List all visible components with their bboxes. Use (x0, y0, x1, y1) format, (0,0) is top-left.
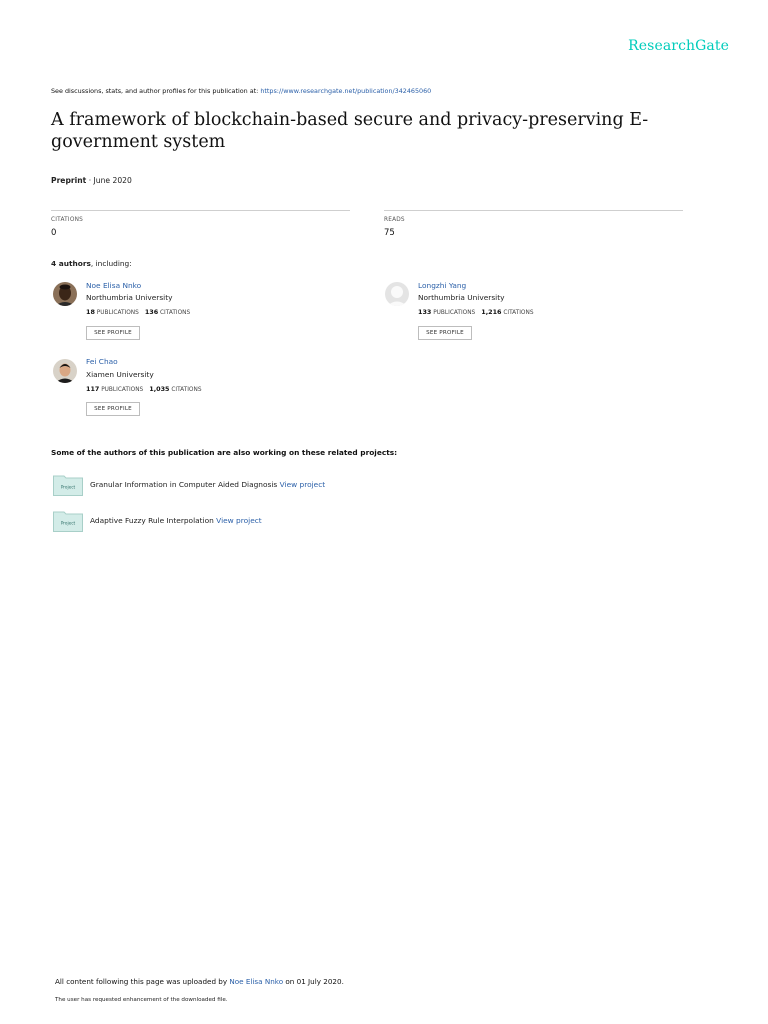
reads-value: 75 (384, 228, 395, 238)
citations-label: CITATIONS (51, 217, 83, 223)
author-institution: Northumbria University (418, 293, 505, 302)
meta-separator: · (86, 176, 94, 185)
author-institution: Xiamen University (86, 370, 154, 379)
authors-suffix: , including: (90, 259, 132, 268)
project-icon-label: Project (60, 520, 76, 526)
publications-count: 133 (418, 308, 432, 316)
author-name-link[interactable]: Longzhi Yang (418, 281, 467, 290)
view-project-link[interactable]: View project (216, 516, 262, 525)
citations-label: CITATIONS (171, 387, 202, 393)
related-projects-heading: Some of the authors of this publication are also working on these related projects: (51, 448, 398, 457)
project-icon-label: Project (60, 484, 76, 490)
publication-date: June 2020 (93, 176, 132, 185)
upload-date: 01 July 2020 (296, 977, 342, 986)
publication-title: A framework of blockchain-based secure and privacy-preserving E-government system (51, 110, 649, 152)
citations-count: 1,216 (481, 308, 502, 316)
project-folder-icon (53, 474, 83, 496)
author-avatar[interactable] (53, 282, 77, 306)
publications-label: PUBLICATIONS (96, 310, 139, 316)
project-name: Granular Information in Computer Aided Diagnosis (90, 480, 278, 489)
project-folder-icon (53, 510, 83, 532)
citations-label: CITATIONS (503, 310, 534, 316)
upload-prefix: All content following this page was uploaded by (55, 977, 230, 986)
see-profile-button[interactable]: SEE PROFILE (86, 326, 140, 340)
publication-url-link[interactable]: https://www.researchgate.net/publication/342465060 (260, 87, 432, 95)
authors-count: 4 authors (51, 259, 91, 268)
citations-label: CITATIONS (160, 310, 191, 316)
project-item (90, 516, 262, 525)
publications-label: PUBLICATIONS (101, 387, 144, 393)
author-name-link[interactable]: Fei Chao (86, 357, 118, 366)
enhancement-note: The user has requested enhancement of the downloaded file. (55, 997, 228, 1003)
author-avatar[interactable] (53, 359, 77, 383)
author-name-link[interactable]: Noe Elisa Nnko (86, 281, 142, 290)
publications-count: 18 (86, 308, 95, 316)
publication-meta (51, 176, 132, 185)
publication-type: Preprint (51, 176, 87, 185)
see-discussions-line (51, 87, 431, 95)
view-project-link[interactable]: View project (279, 480, 326, 489)
see-profile-button[interactable]: SEE PROFILE (86, 402, 140, 416)
author-stats (86, 385, 202, 393)
reads-label: READS (384, 217, 405, 223)
citations-count: 1,035 (149, 385, 170, 393)
upload-suffix: . (341, 977, 344, 986)
publications-label: PUBLICATIONS (433, 310, 476, 316)
uploader-link[interactable]: Noe Elisa Nnko (229, 977, 284, 986)
citations-count: 136 (144, 308, 159, 316)
researchgate-logo[interactable]: ResearchGate (628, 38, 729, 54)
author-stats (86, 308, 190, 316)
upload-note (55, 977, 344, 986)
author-avatar-placeholder[interactable] (385, 282, 409, 306)
see-profile-button[interactable]: SEE PROFILE (418, 326, 472, 340)
publications-count: 117 (86, 385, 100, 393)
author-institution: Northumbria University (86, 293, 173, 302)
reads-divider (384, 210, 683, 211)
see-discussions-text: See discussions, stats, and author profiles for this publication at: (51, 87, 261, 95)
author-stats (418, 308, 534, 316)
authors-heading (51, 259, 132, 268)
citations-value: 0 (51, 228, 57, 238)
upload-middle: on (283, 977, 297, 986)
citations-divider (51, 210, 350, 211)
project-name: Adaptive Fuzzy Rule Interpolation (90, 516, 214, 525)
project-item (90, 480, 325, 489)
